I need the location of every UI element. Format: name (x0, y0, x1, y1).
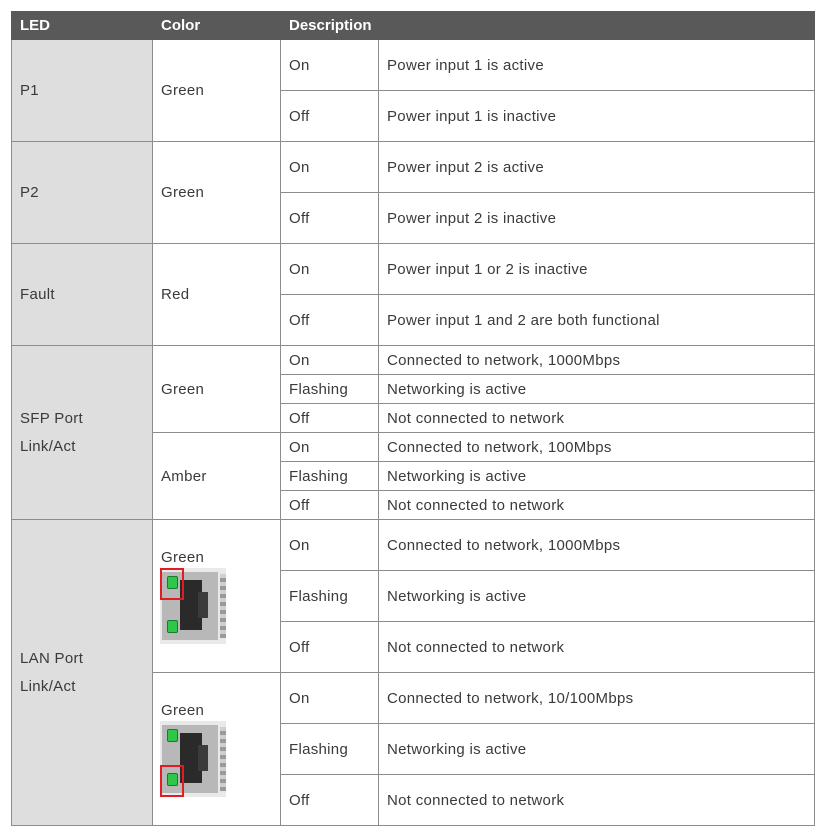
led-name-p1: P1 (12, 40, 153, 142)
led-state: Flashing (281, 571, 379, 622)
led-name-lan-port (12, 520, 153, 826)
rj45-port-top-led-highlighted-icon (160, 568, 226, 644)
table-row (12, 142, 815, 193)
led-state: Off (281, 295, 379, 346)
led-color: Green (161, 701, 205, 719)
led-description: Power input 1 is inactive (379, 91, 815, 142)
led-state: Off (281, 491, 379, 520)
led-description: Networking is active (379, 375, 815, 404)
led-state: On (281, 142, 379, 193)
led-color: Green (153, 40, 281, 142)
led-state: Flashing (281, 462, 379, 491)
table-row (12, 346, 815, 375)
led-state: Off (281, 775, 379, 826)
led-description: Connected to network, 10/100Mbps (379, 673, 815, 724)
led-description: Power input 1 and 2 are both functional (379, 295, 815, 346)
led-description: Power input 1 or 2 is inactive (379, 244, 815, 295)
led-state: On (281, 40, 379, 91)
led-name-line: SFP Port (20, 409, 83, 427)
led-color: Green (161, 548, 205, 566)
led-description: Not connected to network (379, 775, 815, 826)
led-state: On (281, 244, 379, 295)
led-description: Networking is active (379, 724, 815, 775)
led-name-line: Link/Act (20, 437, 76, 455)
led-name-sfp-port (12, 346, 153, 520)
led-state: On (281, 433, 379, 462)
led-state: On (281, 673, 379, 724)
header-color: Color (153, 12, 281, 40)
table-row (12, 520, 815, 571)
led-name-p2: P2 (12, 142, 153, 244)
led-state: Flashing (281, 375, 379, 404)
table-row (12, 40, 815, 91)
led-description: Power input 2 is inactive (379, 193, 815, 244)
led-name-fault: Fault (12, 244, 153, 346)
led-state: Off (281, 622, 379, 673)
led-description: Not connected to network (379, 622, 815, 673)
led-state: On (281, 346, 379, 375)
led-name-line: LAN Port (20, 649, 84, 667)
header-led: LED (12, 12, 153, 40)
table-header-row (12, 12, 815, 40)
led-description: Networking is active (379, 462, 815, 491)
led-description: Power input 2 is active (379, 142, 815, 193)
led-color: Green (153, 346, 281, 433)
led-color-with-icon (153, 520, 281, 673)
led-state: Off (281, 91, 379, 142)
led-color: Green (153, 142, 281, 244)
led-color: Red (153, 244, 281, 346)
led-state: On (281, 520, 379, 571)
led-state: Off (281, 404, 379, 433)
led-state: Flashing (281, 724, 379, 775)
led-color-with-icon (153, 673, 281, 826)
led-description: Networking is active (379, 571, 815, 622)
led-description: Not connected to network (379, 491, 815, 520)
led-indicator-table (11, 11, 815, 826)
table-row (12, 244, 815, 295)
led-description: Connected to network, 1000Mbps (379, 346, 815, 375)
led-description: Not connected to network (379, 404, 815, 433)
led-description: Connected to network, 100Mbps (379, 433, 815, 462)
led-color: Amber (153, 433, 281, 520)
rj45-port-bottom-led-highlighted-icon (160, 721, 226, 797)
led-name-line: Link/Act (20, 677, 76, 695)
led-description: Connected to network, 1000Mbps (379, 520, 815, 571)
led-state: Off (281, 193, 379, 244)
led-description: Power input 1 is active (379, 40, 815, 91)
header-description: Description (281, 12, 815, 40)
